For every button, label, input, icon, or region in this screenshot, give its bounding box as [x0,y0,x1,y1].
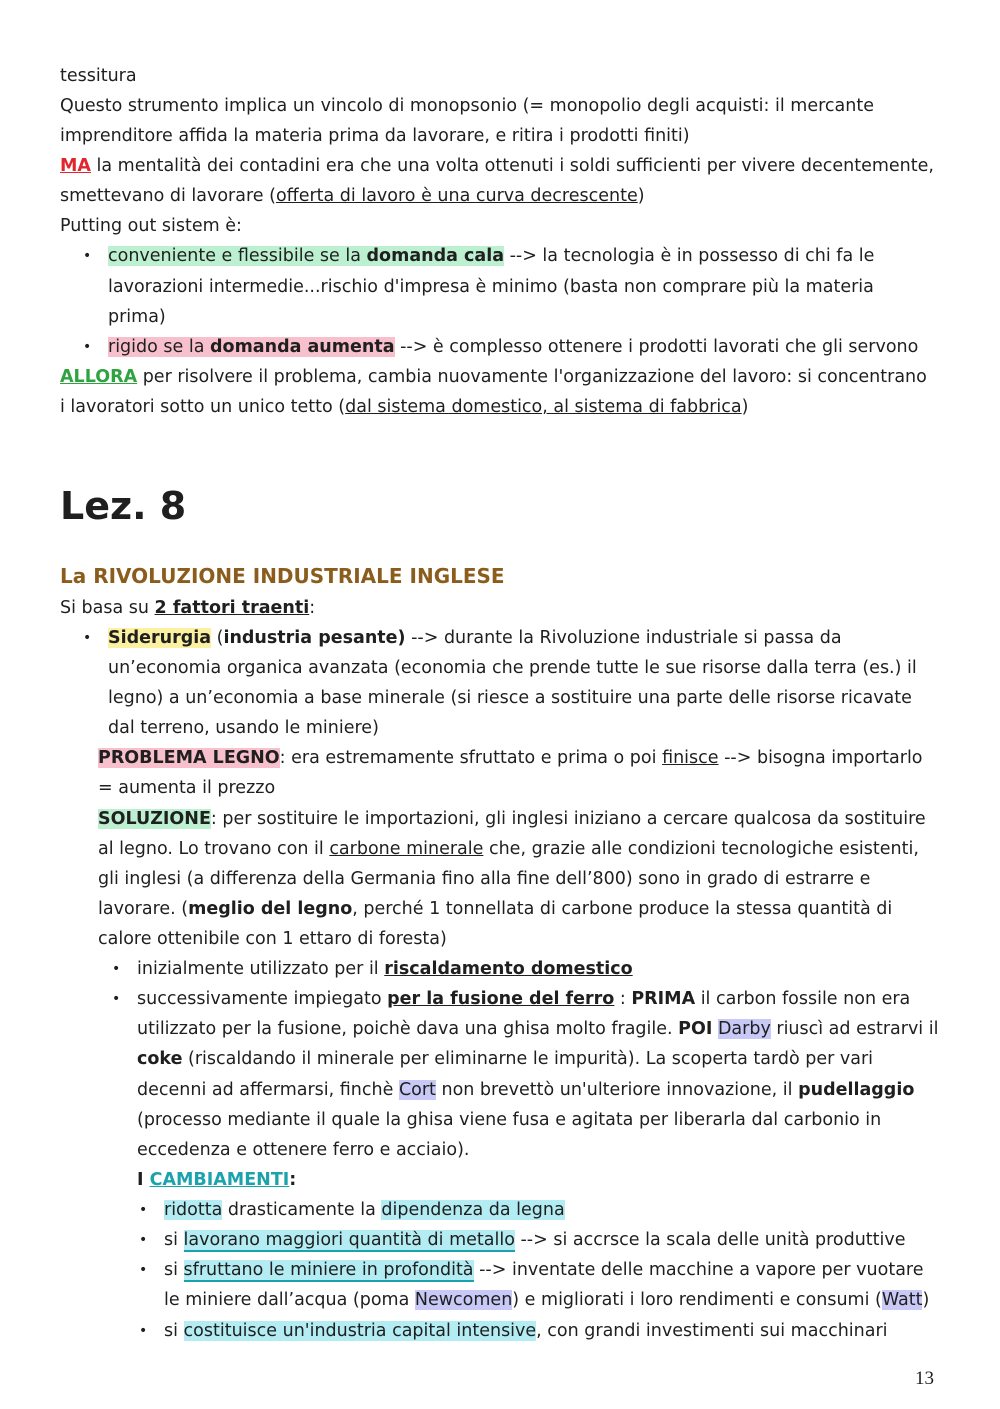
list-item: si sfruttano le miniere in profondità --> inventate delle macchine a vapore per vuotare [164,1260,924,1280]
text-line: Si basa su 2 fattori traenti: [60,598,316,618]
allora-keyword: ALLORA [60,367,138,387]
text-line: PROBLEMA LEGNO: era estremamente sfruttato e prima o poi finisce --> bisogna importarlo [98,748,923,768]
text-line: MA la mentalità dei contadini era che una volta ottenuti i soldi sufficienti per vivere decentemente, [60,156,934,176]
list-item: rigido se la domanda aumenta --> è complesso ottenere i prodotti lavorati che gli servono [108,337,919,357]
bullet-icon: • [139,1232,148,1248]
section-heading: La RIVOLUZIONE INDUSTRIALE INGLESE [60,564,505,588]
text-line: utilizzato per la fusione, poichè dava una ghisa molto fragile. POI Darby riuscì ad estrarvi il [137,1019,939,1039]
text-line: SOLUZIONE: per sostituire le importazioni, gli inglesi iniziano a cercare qualcosa da sostituire [98,809,926,829]
text-line: I CAMBIAMENTI: [137,1170,297,1190]
text-line: imprenditore affida la materia prima da lavorare, e ritira i prodotti finiti) [60,126,690,146]
text-line: prima) [108,307,166,327]
text-line: smettevano di lavorare (offerta di lavoro è una curva decrescente) [60,186,645,206]
text-line: lavorare. (meglio del legno, perché 1 tonnellata di carbone produce la stessa quantità di [98,899,893,919]
list-item: Siderurgia (industria pesante) --> durante la Rivoluzione industriale si passa da [108,628,842,648]
text-line: un’economia organica avanzata (economia che prende tutte le sue risorse dalla terra (es.) il [108,658,917,678]
list-item: successivamente impiegato per la fusione del ferro : PRIMA il carbon fossile non era [137,989,911,1009]
bullet-icon: • [112,961,121,977]
text-line: gli inglesi (a differenza della Germania fino alla fine dell’800) sono in grado di estrarre e [98,869,871,889]
text-line: le miniere dall’acqua (poma Newcomen) e migliorati i loro rendimenti e consumi (Watt) [164,1290,930,1310]
text-line: Putting out sistem è: [60,216,242,236]
list-item: inizialmente utilizzato per il riscaldamento domestico [137,959,633,979]
page-number: 13 [915,1368,934,1389]
text-line: al legno. Lo trovano con il carbone minerale che, grazie alle condizioni tecnologiche esistenti, [98,839,919,859]
list-item: conveniente e flessibile se la domanda cala --> la tecnologia è in possesso di chi fa le [108,246,875,266]
text-line: decenni ad affermarsi, finchè Cort non brevettò un'ulteriore innovazione, il pudellaggio [137,1080,915,1100]
text-line: lavorazioni intermedie...rischio d'impresa è minimo (basta non comprare più la materia [108,277,874,297]
list-item: ridotta drasticamente la dipendenza da legna [164,1200,565,1220]
text-line: ALLORA per risolvere il problema, cambia nuovamente l'organizzazione del lavoro: si concentrano [60,367,927,387]
text-line: (processo mediante il quale la ghisa viene fusa e agitata per liberarla dal carbonio in [137,1110,882,1130]
list-item: si costituisce un'industria capital intensive, con grandi investimenti sui macchinari [164,1321,888,1341]
list-item: si lavorano maggiori quantità di metallo --> si accrsce la scala delle unità produttive [164,1230,906,1250]
text-line: coke (riscaldando il minerale per eliminarne le impurità). La scoperta tardò per vari [137,1049,874,1069]
bullet-icon: • [83,248,92,264]
lesson-title: Lez. 8 [60,484,187,528]
text-line: tessitura [60,66,137,86]
text-line: legno) a un’economia a base minerale (si riesce a sostituire una parte delle risorse ricavate [108,688,912,708]
bullet-icon: • [83,630,92,646]
text-line: dal terreno, usando le miniere) [108,718,379,738]
text-line: Questo strumento implica un vincolo di monopsonio (= monopolio degli acquisti: il mercante [60,96,874,116]
text-line: calore ottenibile con 1 ettaro di foresta) [98,929,447,949]
text-line: = aumenta il prezzo [98,778,276,798]
bullet-icon: • [139,1202,148,1218]
ma-keyword: MA [60,156,91,176]
text-line: i lavoratori sotto un unico tetto (dal sistema domestico, al sistema di fabbrica) [60,397,749,417]
bullet-icon: • [112,991,121,1007]
text-line: eccedenza e ottenere ferro e acciaio). [137,1140,470,1160]
bullet-icon: • [83,339,92,355]
bullet-icon: • [139,1323,148,1339]
bullet-icon: • [139,1262,148,1278]
